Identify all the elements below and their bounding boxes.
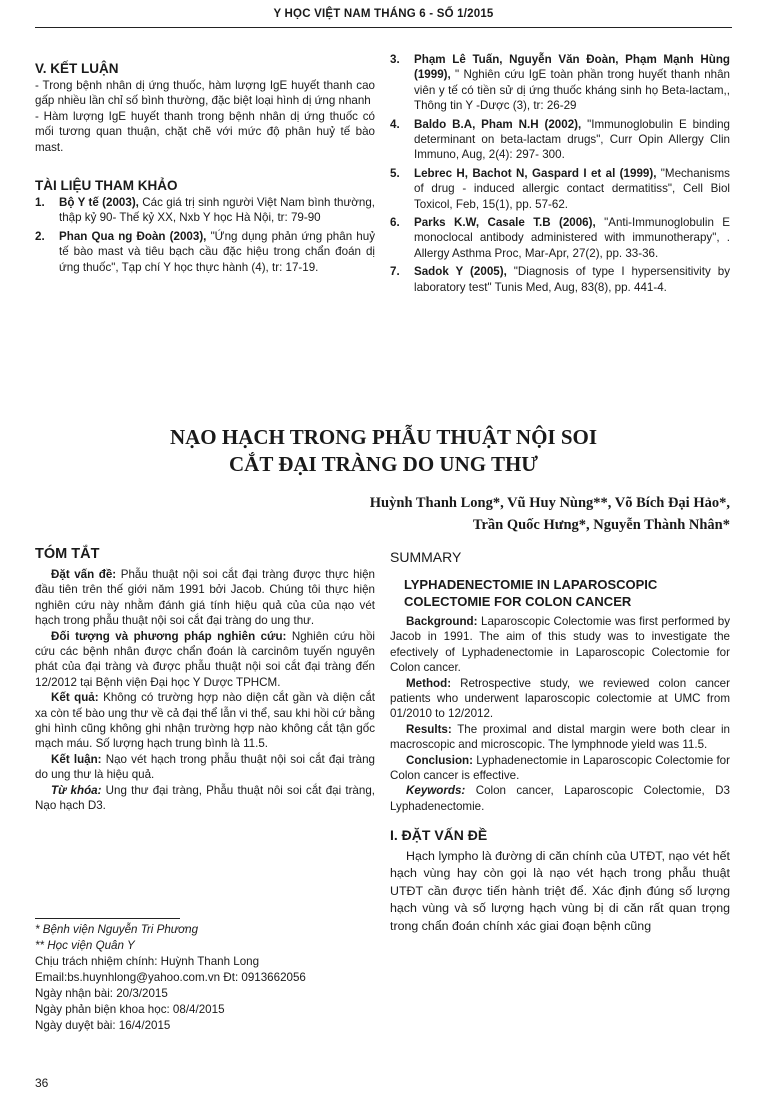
conclusion-heading: V. KẾT LUẬN [35,61,119,76]
abstract-heading: TÓM TẮT [35,546,100,562]
abstract-conclusion-text: Nạo vét hạch trong phẫu thuật nội soi cắt đại tràng do ung thư là hiệu quả. [35,752,375,782]
conclusion-item-2: - Hàm lượng IgE huyết thanh trong bệnh nhân dị ứng thuốc có mối tương quan thuận, chặt chẽ với mức độ phân huỷ tế bào mast. [35,109,375,154]
contact-info: Email:bs.huynhlong@yahoo.com.vn Đt: 0913662056 [35,971,306,984]
page-number: 36 [35,1076,49,1090]
right-column-top [390,52,730,298]
abstract-keywords [35,783,375,814]
reference-number: 4. [390,117,400,131]
abstract-background-label: Đặt vấn đề: [51,568,117,581]
reference-list-right [390,52,730,295]
article-authors [370,492,730,536]
reference-number: 3. [390,53,400,66]
abstract-method-label: Đối tượng và phương pháp nghiên cứu: [51,629,287,643]
reference-authors: Phạm Lê Tuấn, Nguyễn Văn Đoàn, Phạm Mạnh Hùng (1999), [414,53,730,82]
footnotes [35,922,375,1034]
summary-background-label: Background: [406,615,478,628]
abstract-keywords-text: Ung thư đại tràng, Phẫu thuật nôi soi cắt đại tràng, Nạo hạch D3. [35,783,375,813]
summary-keywords-text: Colon cancer, Laparoscopic Colectomie, D3 Lyphadenectomie. [390,784,730,813]
header-rule [35,27,732,28]
reference-text: Các giá trị sinh người Việt Nam bình thường, thập kỷ 90- Thế kỷ XX, Nxb Y học Hà Nội, tr: 79-90 [59,196,375,225]
abstract-results-label: Kết quả: [51,691,99,705]
reference-item [390,264,730,295]
summary-results [390,722,730,753]
reference-item [35,229,375,275]
reference-number: 1. [35,196,45,210]
reference-text: "Immunoglobulin E binding determinant on beta-lactam drugs", Curr Opin Allergy Clin Immuno, Aug, 2(4): 297- 300. [414,117,730,162]
summary-results-text: The proximal and distal margin were both clear in macroscopic and microscopic. The lymphnode yield was 11.5. [390,722,730,752]
reference-item [390,117,730,163]
article-title-line-1: NẠO HẠCH TRONG PHẪU THUẬT NỘI SOI [169,425,598,449]
reference-authors: Phan Qua ng Đoàn (2003), [59,229,207,243]
abstract-results [35,690,375,752]
reference-text: "Anti-Immunoglobulin E monoclocal antibody administered with immunotherapy", . Allergy Asthma Proc, Mar-Apr, 27(2), pp. 33-36. [414,216,730,260]
summary-method-text: Retrospective study, we reviewed colon cancer patients who underwent laparoscopic colectomie at UMC from 01/2010 to 12/2012. [390,676,730,721]
summary-keywords [390,783,730,814]
reference-list-left [35,195,375,275]
reference-authors: Lebrec H, Bachot N, Gaspard I et al (1999), [414,166,657,180]
date-reviewed: Ngày phản biện khoa học: 08/4/2015 [35,1003,225,1016]
summary-keywords-label: Keywords: [406,784,466,798]
date-received: Ngày nhận bài: 20/3/2015 [35,987,168,1000]
abstract-conclusion-label: Kết luận: [51,752,102,766]
summary-heading: SUMMARY [390,549,462,565]
summary-conclusion [390,753,730,784]
abstract-method [35,629,375,691]
reference-number: 2. [35,229,45,243]
references-heading: TÀI LIỆU THAM KHẢO [35,178,178,194]
affiliation-2: ** Học viện Quân Y [35,939,135,952]
reference-text: "Mechanisms of drug - induced allergic contact dermatitiss", Cell Biol Toxicol, Feb, 15(1), pp. 57-62. [414,166,730,211]
affiliation-1: * Bệnh viện Nguyễn Tri Phương [35,923,199,936]
abstract-keywords-label: Từ khóa: [51,783,102,797]
article-title-line-2: CẮT ĐẠI TRÀNG DO UNG THƯ [228,452,538,476]
reference-authors: Bộ Y tế (2003), [59,196,139,210]
reference-text: "Diagnosis of type I hypersensitivity by laboratory test" Tunis Med, Aug, 83(8), pp. 441-4. [414,265,730,294]
reference-item [390,166,730,212]
abstract-method-text: Nghiên cứu hồi cứu các bệnh nhân được chẩn đoán là carcinôm tuyến nguyên phát của đại tràng và được phẫu thuật nội soi cắt đại tràng đến 12/2012 tại Bệnh viện Đại học Y Dược TPHCM. [35,629,375,689]
reference-authors: Parks K.W, Casale T.B (2006), [414,216,596,230]
reference-authors: Sadok Y (2005), [414,265,507,279]
left-column-top [35,60,375,278]
reference-number: 7. [390,265,400,279]
intro-heading: I. ĐẶT VẤN ĐỀ [390,827,488,844]
reference-item [390,215,730,261]
summary-title-line-1: LYPHADENECTOMIE IN LAPAROSCOPIC [404,577,658,592]
summary-results-label: Results: [406,722,452,736]
summary-conclusion-label: Conclusion: [406,753,473,767]
reference-text: " Nghiên cứu IgE toàn phần trong huyết thanh nhân viên y tế có tiền sử dị ứng thuốc kháng sinh họ Beta-lactam,, Thông tin Y -Dược (3), tr: 26-29 [414,68,730,113]
reference-number: 6. [390,216,400,230]
summary-title [390,576,730,610]
abstract-background-text: Phẫu thuật nội soi cắt đại tràng được thực hiện đầu tiên trên thế giới năm 1991 bởi Jacob. Chúng tôi thực hiện nghiên cứu này nhằm đánh giá tính hiệu quả của của nạo vét hạch trong phẫu thuật nội soi cắt đại tràng do ung thư. [35,568,376,628]
conclusion-item-1: - Trong bệnh nhân dị ứng thuốc, hàm lượng IgE huyết thanh cao gấp nhiều lần chỉ số bình thường, đặc biệt loại hình dị ứng nhanh [35,79,375,108]
responsible-author: Chịu trách nhiệm chính: Huỳnh Thanh Long [35,955,260,968]
date-accepted: Ngày duyệt bài: 16/4/2015 [35,1019,171,1032]
authors-line-1: Huỳnh Thanh Long*, Vũ Huy Nùng**, Võ Bích Đại Hảo*, [369,495,730,511]
reference-authors: Baldo B.A, Pham N.H (2002), [414,117,582,131]
abstract-results-text: Không có trường hợp nào diện cắt gần và diện cắt xa còn tế bào ung thư về cả đại thể lẫn vi thể, sau khi hồi cứ bằng ghi hình cũng không ghi nhận trường hợp nào không cắt tận gốc mạch máu. Số lượng hạch trung bình là 11.5. [35,691,376,751]
abstract-vietnamese [35,545,375,814]
article-title [35,424,732,478]
reference-text: "Ứng dụng phản ứng phân huỷ tế bào mast và tiêu bạch cầu đặc hiệu trong chẩn đoán dị ứng thuốc", Tạp chí Y học thực hành (4), tr: 17-19. [59,229,375,274]
reference-item [35,195,375,226]
summary-conclusion-text: Lyphadenectomie in Laparoscopic Colectomie for Colon cancer is effective. [390,753,730,783]
intro-text: Hạch lympho là đường di căn chính của UTĐT, nạo vét hết hạch vùng hay còn gọi là nạo vét hạch trong phẫu thuật UTĐT cần được tiến hành triệt để. Xác định đúng số lượng hạch vùng và số lượng hạch vùng bị di căn rất quan trọng trong chẩn đoán chính xác giai đoạn bệnh cũng [390,848,730,933]
summary-title-line-2: COLECTOMIE FOR COLON CANCER [404,594,632,609]
summary-background [390,614,730,676]
summary-method-label: Method: [406,676,452,690]
reference-item [390,52,730,114]
summary-method [390,676,730,722]
summary-background-text: Laparoscopic Colectomie was first performed by Jacob in 1991. The aim of this study was to investigate the efectively of Lyphadenectomie in Laparoscopic Colectomie for Colon cancer. [390,615,730,675]
footnote-rule [35,918,180,919]
abstract-conclusion [35,752,375,783]
running-header: Y HỌC VIỆT NAM THÁNG 6 - SỐ 1/2015 [273,8,494,20]
authors-line-2: Trần Quốc Hưng*, Nguyễn Thành Nhân* [472,517,730,533]
summary-english [390,548,730,935]
abstract-background [35,567,375,629]
reference-number: 5. [390,166,400,180]
